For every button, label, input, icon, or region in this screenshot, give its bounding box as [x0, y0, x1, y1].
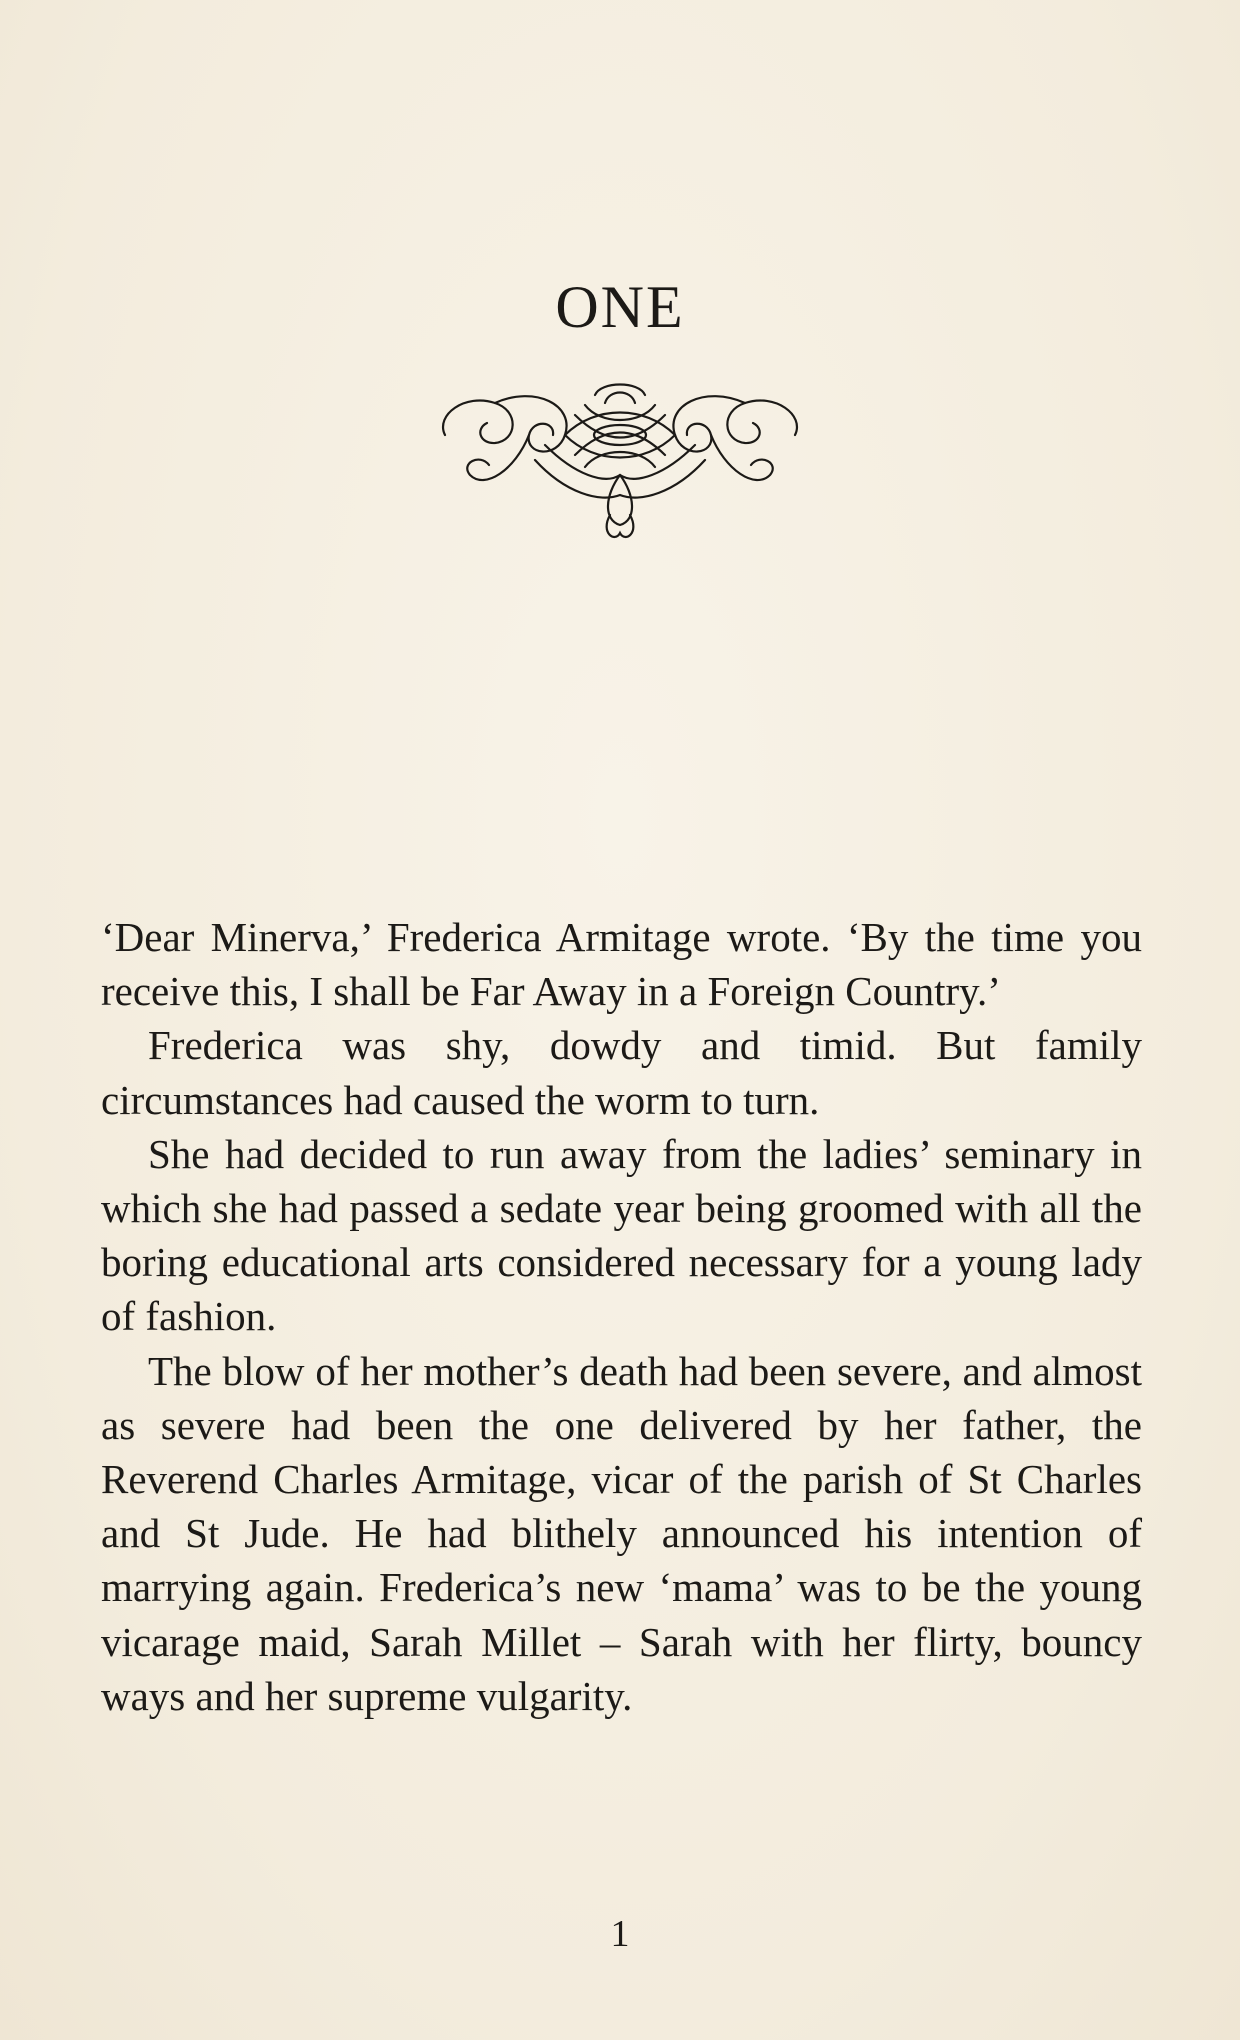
flourish-ornament-icon	[425, 375, 815, 545]
chapter-title: ONE	[555, 274, 685, 340]
paragraph: Frederica was shy, dowdy and timid. But family circumstances had caused the worm to turn.	[101, 1022, 1142, 1123]
chapter-body	[101, 910, 1142, 1723]
paragraph: ‘Dear Minerva,’ Frederica Armitage wrote. ‘By the time you receive this, I shall be Far Away in a Foreign Country.’	[101, 914, 1142, 1015]
page-number: 1	[610, 1913, 630, 1955]
paragraph: She had decided to run away from the ladies’ seminary in which she had passed a sedate year being groomed with all the boring educational arts considered necessary for a young lady of fashion.	[101, 1130, 1142, 1340]
paragraph: The blow of her mother’s death had been severe, and almost as severe had been the one delivered by her father, the Reverend Charles Armitage, vicar of the parish of St Charles and St Jude. He had blithely announced his intention of marrying again. Frederica’s new ‘mama’ was to be the young vicarage maid, Sarah Millet – Sarah with her flirty, bouncy ways and her supreme vulgarity.	[101, 1347, 1142, 1719]
